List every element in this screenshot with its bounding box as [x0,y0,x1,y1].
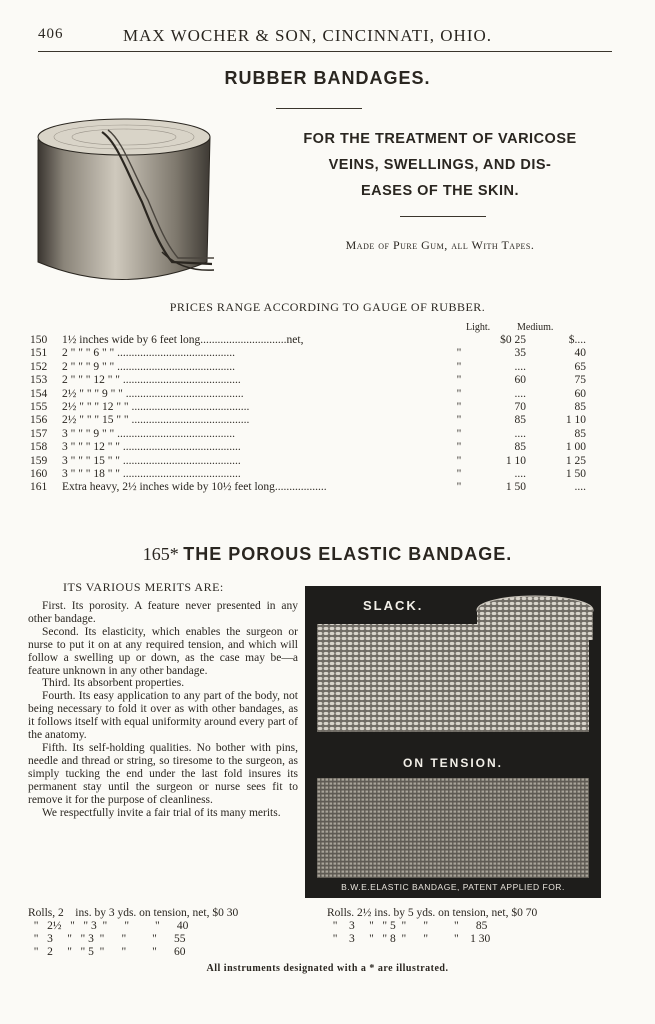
price-row [30,414,586,427]
price-light: 70 [514,401,526,414]
price-light: .... [514,360,526,373]
section-title-rubber-bandages: RUBBER BANDAGES. [224,68,431,88]
item-number: 150 [30,334,48,346]
ditto-mark [452,334,466,347]
ditto-mark: " [456,454,462,467]
slack-label: SLACK. [363,598,424,613]
item-description: 2 " " " 9 " " ......................................... [62,360,235,373]
header-rule [38,51,612,52]
price-row [30,334,586,347]
price-light: .... [514,387,526,400]
rolls-line: " 2 " " 5 " " " 60 [28,945,186,958]
footer-note: All instruments designated with a * are illustrated. [206,963,449,974]
item-description: 1½ inches wide by 6 feet long..............................net, [62,334,304,346]
rolls-line: " 2½ " " 3 " " " 40 [28,919,189,932]
rolls-line: " 3 " " 8 " " " 1 30 [327,932,491,945]
item-number: 157 [30,427,48,440]
price-medium: 85 [574,427,586,440]
item-description: 3 " " " 18 " " ......................................... [62,468,241,481]
price-light: .... [514,468,526,481]
price-row [30,428,586,441]
price-row [30,401,586,414]
price-row [30,361,586,374]
price-medium: 60 [574,387,586,400]
price-medium: 1 25 [565,454,586,467]
price-medium: $.... [568,334,586,346]
item-description: Extra heavy, 2½ inches wide by 10½ feet long.................. [62,481,327,494]
elastic-bandage-photo [305,586,601,898]
item-description: 3 " " " 12 " " ......................................... [62,441,241,454]
material-note: Made of Pure Gum, all With Tapes. [345,238,535,252]
treatment-rule [400,216,486,217]
rolls-prices-right [327,907,537,946]
item-description: 2½ " " " 12 " " ......................................... [62,401,250,414]
price-row [30,455,586,468]
item-description: 2½ " " " 15 " " ......................................... [62,414,250,427]
price-light: 85 [514,414,526,427]
rolls-line: Rolls. 2½ ins. by 5 yds. on tension, net, $0 70 [327,907,538,919]
price-row [30,468,586,481]
ditto-mark: " [456,427,462,440]
ditto-mark: " [456,401,462,414]
page-header [38,26,610,50]
item-description: 2½ " " " 9 " " ......................................... [62,387,244,400]
page-number: 406 [38,26,64,42]
item-number: 153 [30,374,48,387]
rubber-bandage-roll-illustration [32,112,217,288]
item-number: 151 [30,347,48,360]
price-light: .... [514,427,526,440]
price-light: 1 10 [505,454,526,467]
title-rule [276,108,362,109]
ditto-mark: " [456,481,462,494]
column-header-light: Light. [466,322,491,333]
ditto-mark: " [456,347,462,360]
price-medium: 1 50 [565,468,586,481]
rolls-prices-left [28,907,238,959]
merits-text [28,600,298,819]
ditto-mark: " [456,387,462,400]
price-medium: 1 10 [565,414,586,427]
prices-note: PRICES RANGE ACCORDING TO GAUGE OF RUBBER. [169,300,486,314]
price-medium: 40 [574,347,586,360]
price-medium: .... [574,481,586,494]
price-row [30,481,586,494]
item-number: 156 [30,414,48,427]
price-light: 85 [514,441,526,454]
item-number: 155 [30,401,48,414]
ditto-mark: " [456,441,462,454]
price-light: 1 50 [505,481,526,494]
price-row [30,441,586,454]
item-description: 3 " " " 9 " " ......................................... [62,427,235,440]
bandage-photo-drawing [305,586,601,898]
ditto-mark: " [456,468,462,481]
merits-heading: ITS VARIOUS MERITS ARE: [63,580,224,594]
item-number: 160 [30,468,48,481]
treatment-line: EASES OF THE SKIN. [360,183,520,199]
price-medium: 85 [574,401,586,414]
price-row [30,347,586,360]
price-row [30,374,586,387]
column-header-medium: Medium. [517,322,554,333]
item-number: 152 [30,360,48,373]
price-light: 35 [514,347,526,360]
price-light: $0 25 [500,334,526,346]
merit-paragraph: First. Its porosity. A feature never presented in any other bandage. [28,600,298,625]
treatment-description [265,126,615,204]
ditto-mark: " [456,374,462,387]
rolls-line: Rolls, 2 ins. by 3 yds. on tension, net, $0 30 [28,907,239,919]
price-medium: 1 00 [565,441,586,454]
ditto-mark: " [456,360,462,373]
merit-paragraph: Second. Its elasticity, which enables the surgeon or nurse to put it on at any required tension, and which will follow a swelling up or down, as the case may be—a feature unknown in any other bandage. [28,625,298,677]
item-description: 3 " " " 15 " " ......................................... [62,454,241,467]
price-medium: 65 [574,360,586,373]
ditto-mark: " [456,414,462,427]
running-title: MAX WOCHER & SON, CINCINNATI, OHIO. [123,26,493,45]
treatment-line: FOR THE TREATMENT OF VARICOSE [303,131,577,147]
catalog-number: 165* [142,544,179,564]
item-number: 159 [30,454,48,467]
merit-paragraph: Fifth. Its self-holding qualities. No bother with pins, needle and thread or string, so tiresome to the surgeon, as simply tucking the end under the last fold insures its permanent stay until the surgeon or nurse sees fit to remove it for the purpose of cleanliness. [28,741,298,806]
photo-caption: B.W.E.ELASTIC BANDAGE, PATENT APPLIED FOR. [341,882,565,892]
treatment-line: VEINS, SWELLINGS, AND DIS- [328,157,552,173]
price-medium: 75 [574,374,586,387]
item-number: 154 [30,387,48,400]
merit-paragraph: Third. Its absorbent properties. [42,677,185,690]
price-table [30,334,586,495]
item-description: 2 " " " 12 " " ......................................... [62,374,241,387]
merit-paragraph: We respectfully invite a fair trial of its many merits. [42,806,281,819]
rolls-line: " 3 " " 3 " " " 55 [28,932,186,945]
tension-label: ON TENSION. [402,756,503,770]
item-number: 161 [30,481,48,494]
merit-paragraph: Fourth. Its easy application to any part of the body, not being necessary to fold it over as with other bandages, as it follows itself with equal uniformity around every part of the anatomy. [28,690,298,742]
section-title-text: THE POROUS ELASTIC BANDAGE. [183,544,513,564]
item-description: 2 " " " 6 " " ......................................... [62,347,235,360]
price-light: 60 [514,374,526,387]
rolls-line: " 3 " " 5 " " " 85 [327,919,488,932]
item-number: 158 [30,441,48,454]
section-title-porous-bandage [0,544,655,565]
price-row [30,388,586,401]
